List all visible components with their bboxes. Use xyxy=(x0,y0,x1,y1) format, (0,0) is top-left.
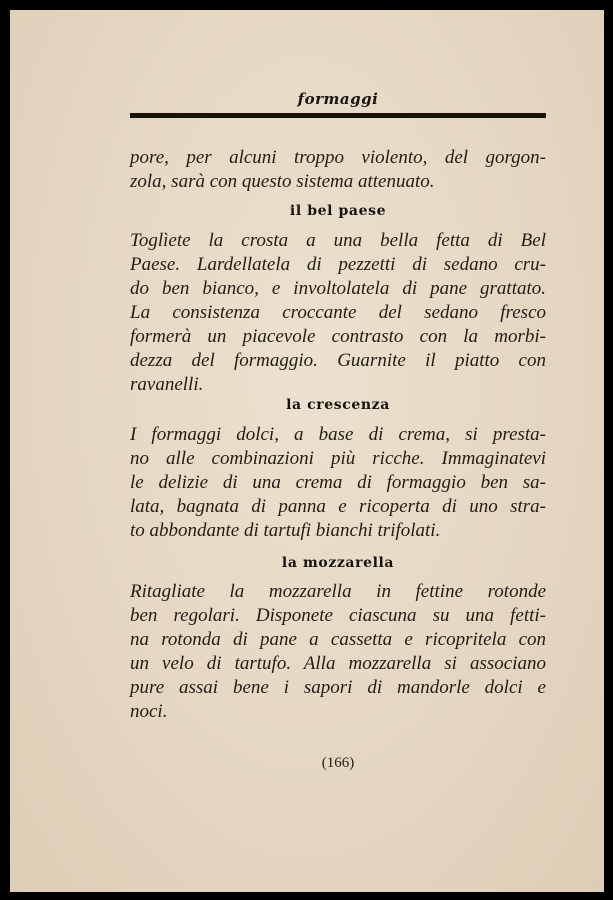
text-line: I formaggi dolci, a base di crema, si presta- xyxy=(130,424,546,445)
text-line: pore, per alcuni troppo violento, del gorgon- xyxy=(130,147,546,168)
header-rule xyxy=(130,113,546,118)
text-line: Ritagliate la mozzarella in fettine rotonde xyxy=(130,581,546,602)
text-line: no alle combinazioni più ricche. Immaginatevi xyxy=(130,448,546,469)
text-line: formerà un piacevole contrasto con la morbi- xyxy=(130,326,546,347)
text-line: La consistenza croccante del sedano fresco xyxy=(130,302,546,323)
page-number: (166) xyxy=(321,755,355,771)
section-paragraph-bel-paese xyxy=(130,229,546,397)
text-line: pure assai bene i sapori di mandorle dolci e xyxy=(130,677,546,698)
text-line: do ben bianco, e involtolatela di pane grattato. xyxy=(130,278,546,299)
intro-paragraph xyxy=(130,146,546,194)
text-line: to abbondante di tartufi bianchi trifolati. xyxy=(130,520,441,541)
running-header: formaggi xyxy=(297,90,379,108)
text-line: ben regolari. Disponete ciascuna su una fetti- xyxy=(130,605,546,626)
section-heading-bel-paese: il bel paese xyxy=(289,203,387,219)
text-line: le delizie di una crema di formaggio ben sa- xyxy=(130,472,546,493)
section-heading-crescenza: la crescenza xyxy=(286,397,390,413)
text-line: Paese. Lardellatela di pezzetti di sedano cru- xyxy=(130,254,546,275)
text-line: ravanelli. xyxy=(130,374,204,395)
section-paragraph-mozzarella xyxy=(130,580,546,724)
text-line: dezza del formaggio. Guarnite il piatto con xyxy=(130,350,546,371)
text-line: noci. xyxy=(130,701,168,722)
text-line: Toglìete la crosta a una bella fetta di Bel xyxy=(130,230,546,251)
text-line: un velo di tartufo. Alla mozzarella si associano xyxy=(130,653,546,674)
text-line: lata, bagnata di panna e ricoperta di uno stra- xyxy=(130,496,546,517)
text-line: zola, sarà con questo sistema attenuato. xyxy=(130,171,435,192)
section-paragraph-crescenza xyxy=(130,423,546,543)
book-page xyxy=(10,10,604,892)
section-heading-mozzarella: la mozzarella xyxy=(281,555,395,571)
text-line: na rotonda di pane a cassetta e ricopritela con xyxy=(130,629,546,650)
